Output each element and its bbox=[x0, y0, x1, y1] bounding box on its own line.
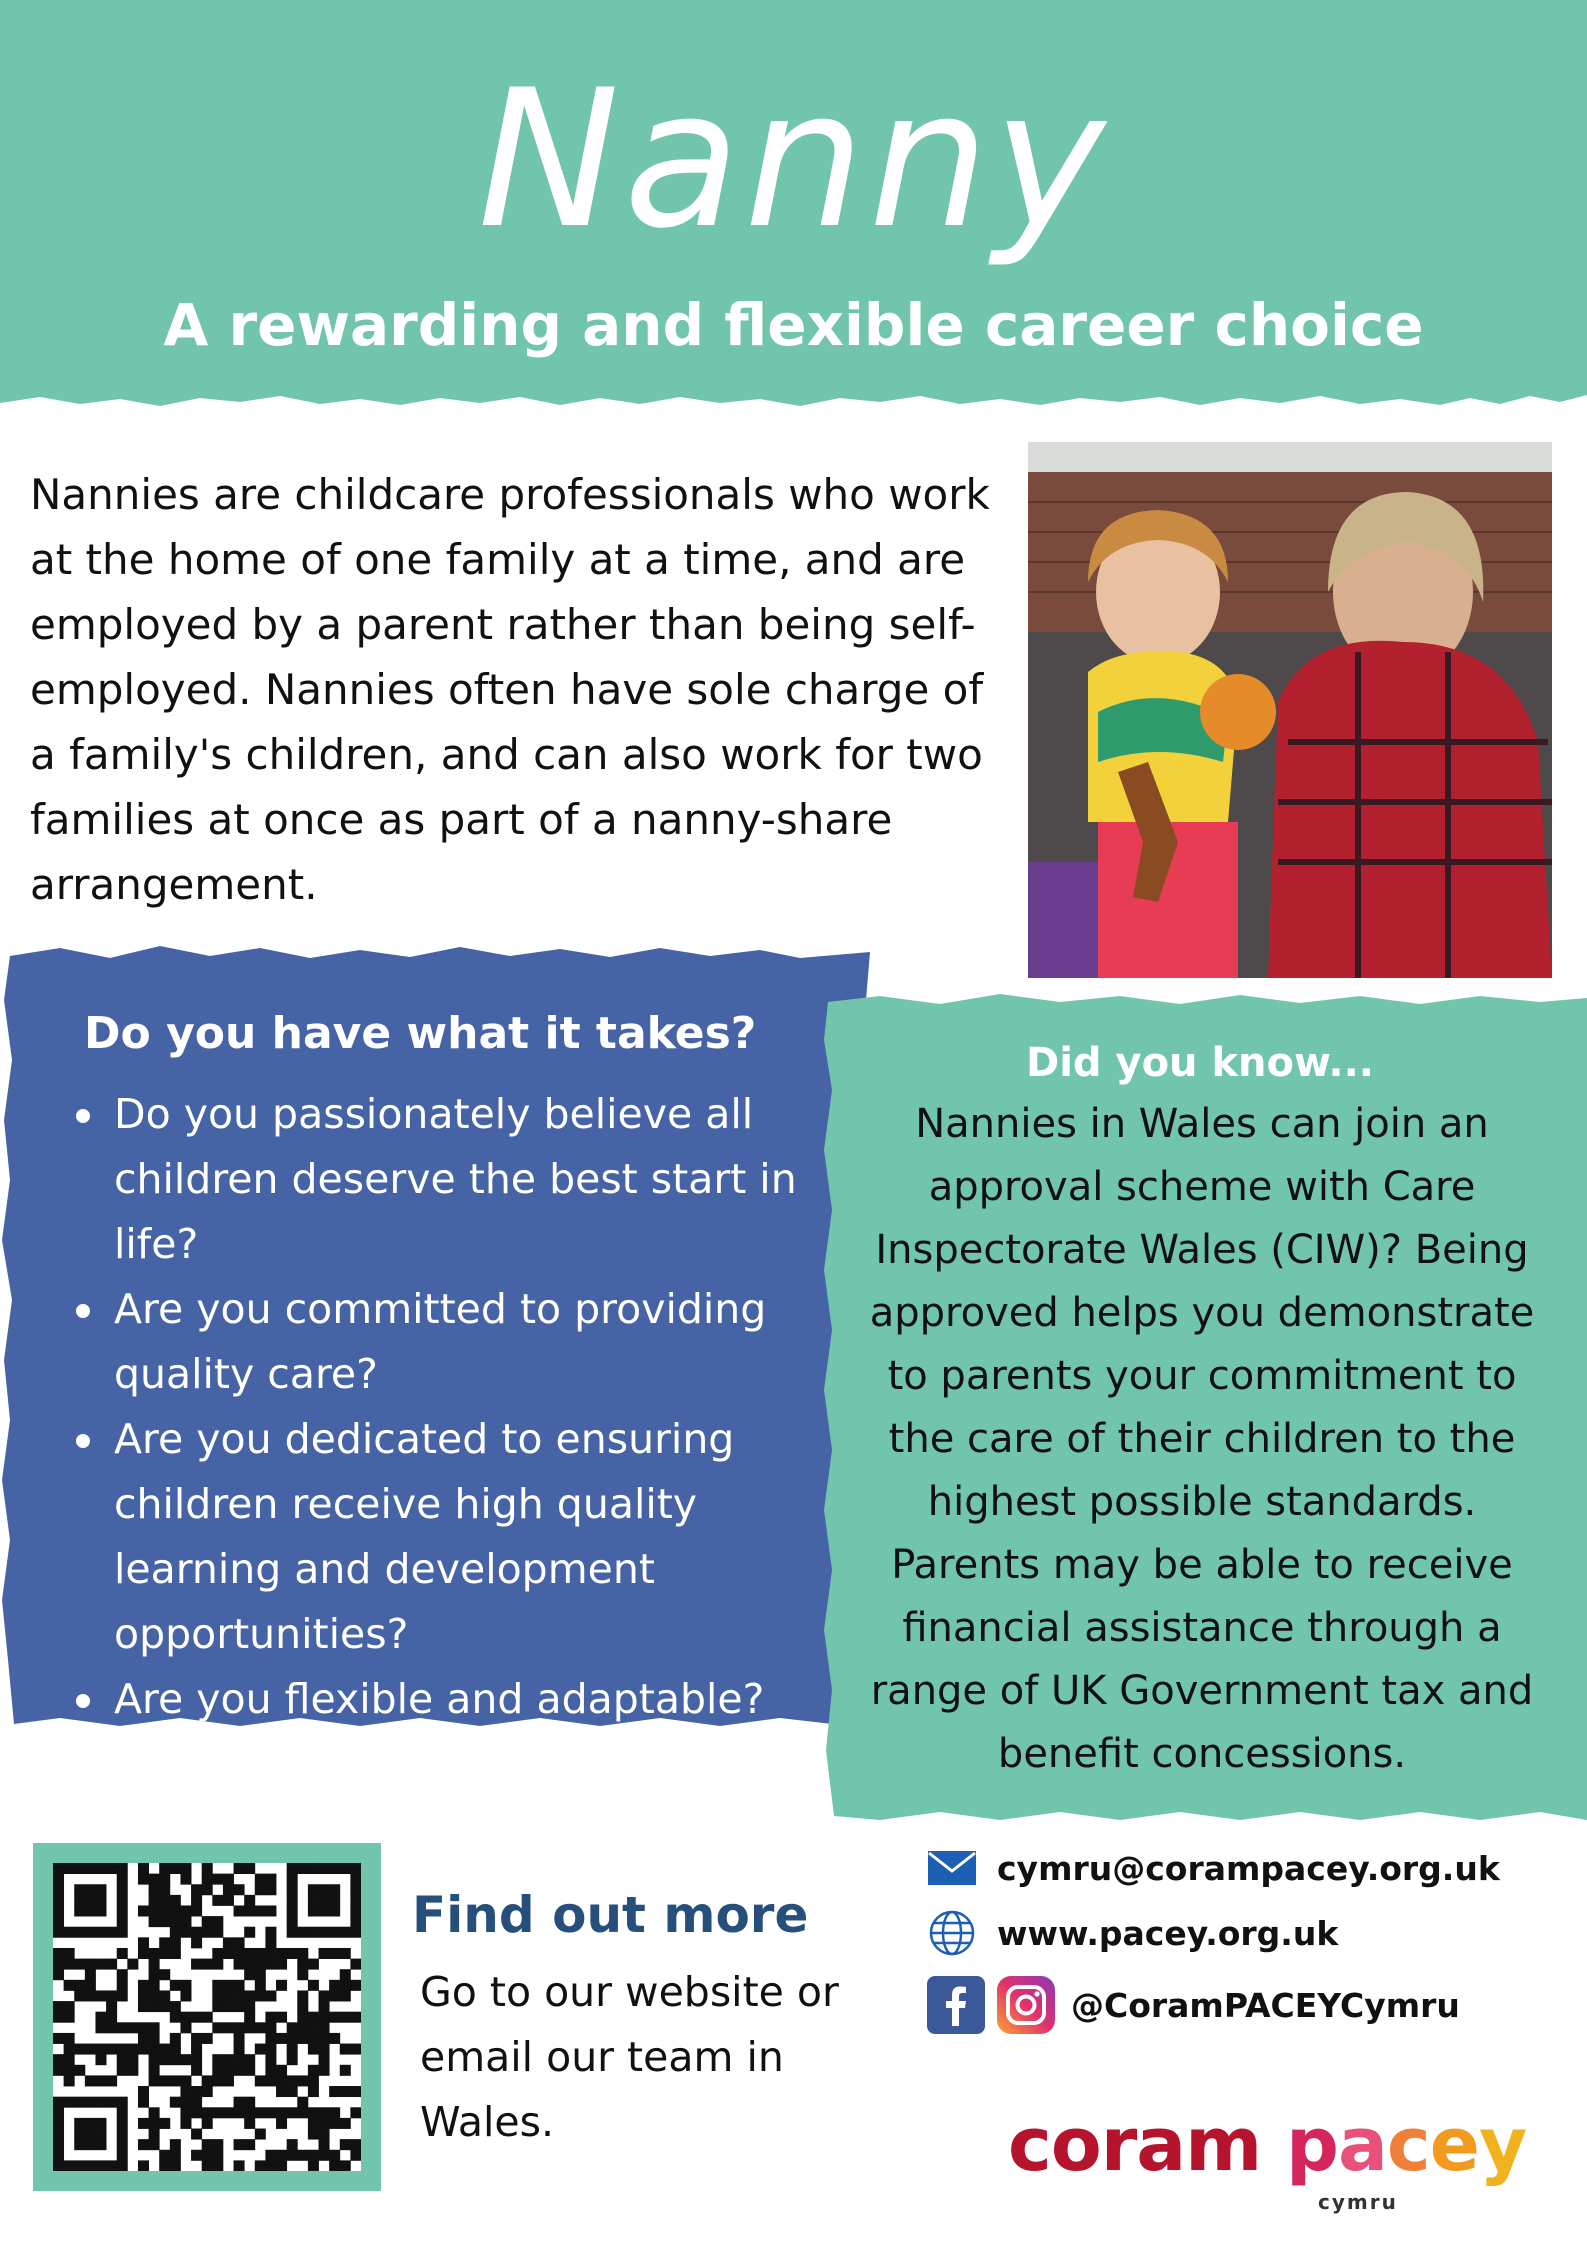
list-item: Are you flexible and adaptable? bbox=[70, 1667, 810, 1732]
list-item: Are you committed to providing quality care? bbox=[70, 1277, 810, 1407]
page-title: Nanny bbox=[477, 49, 1110, 270]
requirements-list bbox=[70, 1082, 810, 1732]
logo-pacey: pacey bbox=[1286, 2102, 1527, 2188]
website-contact[interactable] bbox=[925, 1908, 1338, 1958]
website-link[interactable]: www.pacey.org.uk bbox=[997, 1913, 1339, 1953]
qr-code[interactable] bbox=[53, 1863, 361, 2171]
coram-pacey-cymru-logo bbox=[1008, 2102, 1548, 2222]
did-you-know-heading: Did you know... bbox=[1026, 1040, 1374, 1086]
nanny-child-photo bbox=[1028, 442, 1552, 978]
instagram-icon[interactable] bbox=[995, 1980, 1057, 2030]
list-item: Do you passionately believe all children deserve the best start in life? bbox=[70, 1082, 810, 1277]
bullet-icon bbox=[76, 1109, 90, 1123]
bullet-icon bbox=[76, 1304, 90, 1318]
logo-cymru: cymru bbox=[1318, 2190, 1398, 2214]
facebook-icon[interactable] bbox=[925, 1980, 987, 2030]
header-banner bbox=[0, 0, 1587, 420]
email-contact[interactable] bbox=[925, 1843, 1500, 1893]
logo-coram: coram bbox=[1008, 2102, 1262, 2188]
find-out-more-heading: Find out more bbox=[412, 1886, 809, 1944]
bullet-icon bbox=[76, 1694, 90, 1708]
envelope-icon bbox=[925, 1843, 979, 1893]
bullet-icon bbox=[76, 1434, 90, 1448]
social-contact[interactable] bbox=[925, 1980, 1460, 2030]
find-out-more-text: Go to our website or email our team in Wales. bbox=[420, 1968, 839, 2146]
list-item: Are you dedicated to ensuring children receive high quality learning and development opportunities? bbox=[70, 1407, 810, 1667]
qr-code-frame bbox=[33, 1843, 381, 2191]
page-subtitle: A rewarding and flexible career choice bbox=[163, 291, 1424, 359]
email-address[interactable]: cymru@corampacey.org.uk bbox=[997, 1848, 1500, 1888]
social-handle[interactable]: @CoramPACEYCymru bbox=[1071, 1985, 1460, 2025]
globe-icon bbox=[925, 1908, 979, 1958]
requirements-heading: Do you have what it takes? bbox=[84, 1008, 757, 1059]
did-you-know-body: Nannies in Wales can join an approval scheme with Care Inspectorate Wales (CIW)? Being approved helps you demonstrate to parents your commitment to the care of their children to the highest possible standards. Parents may be able to receive financial assistance through a range of UK Government tax and benefit concessions. bbox=[869, 1101, 1535, 1777]
intro-paragraph: Nannies are childcare professionals who work at the home of one family at a time, and are employed by a parent rather than being self-employed. Nannies often have sole charge of a family's children, and can also work for two families at once as part of a nanny-share arrangement. bbox=[30, 470, 990, 909]
